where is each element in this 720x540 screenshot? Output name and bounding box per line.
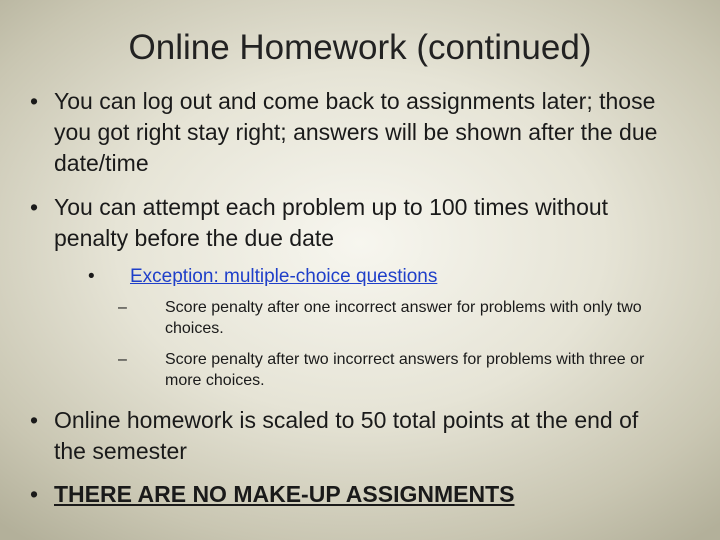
subbullet-two-choices	[118, 297, 678, 339]
subbullet-three-choices	[118, 349, 678, 391]
bullet-logout	[30, 86, 670, 179]
bullet-text: THERE ARE NO MAKE-UP ASSIGNMENTS	[54, 481, 515, 507]
dash-marker: –	[118, 299, 127, 316]
bullet-marker: •	[30, 88, 39, 114]
bullet-attempts	[30, 192, 670, 254]
bullet-text: You can attempt each problem up to 100 times without penalty before the due date	[54, 194, 609, 251]
bullet-exception	[88, 264, 648, 290]
subbullet-text: Score penalty after two incorrect answers for problems with three or more choices.	[165, 351, 645, 389]
bullet-marker: •	[88, 266, 95, 287]
dash-marker: –	[118, 351, 127, 368]
bullet-no-makeup	[30, 479, 670, 510]
bullet-text: You can log out and come back to assignments later; those you got right stay right; answers will be shown after the due date/time	[54, 88, 658, 176]
exception-link[interactable]: Exception: multiple-choice questions	[130, 266, 438, 287]
bullet-marker: •	[30, 481, 39, 507]
bullet-text: Online homework is scaled to 50 total points at the end of the semester	[54, 407, 639, 464]
bullet-marker: •	[30, 407, 39, 433]
subbullet-text: Score penalty after one incorrect answer for problems with only two choices.	[165, 299, 642, 337]
bullet-marker: •	[30, 194, 39, 220]
bullet-scaled	[30, 405, 670, 467]
slide-title: Online Homework (continued)	[128, 28, 592, 67]
